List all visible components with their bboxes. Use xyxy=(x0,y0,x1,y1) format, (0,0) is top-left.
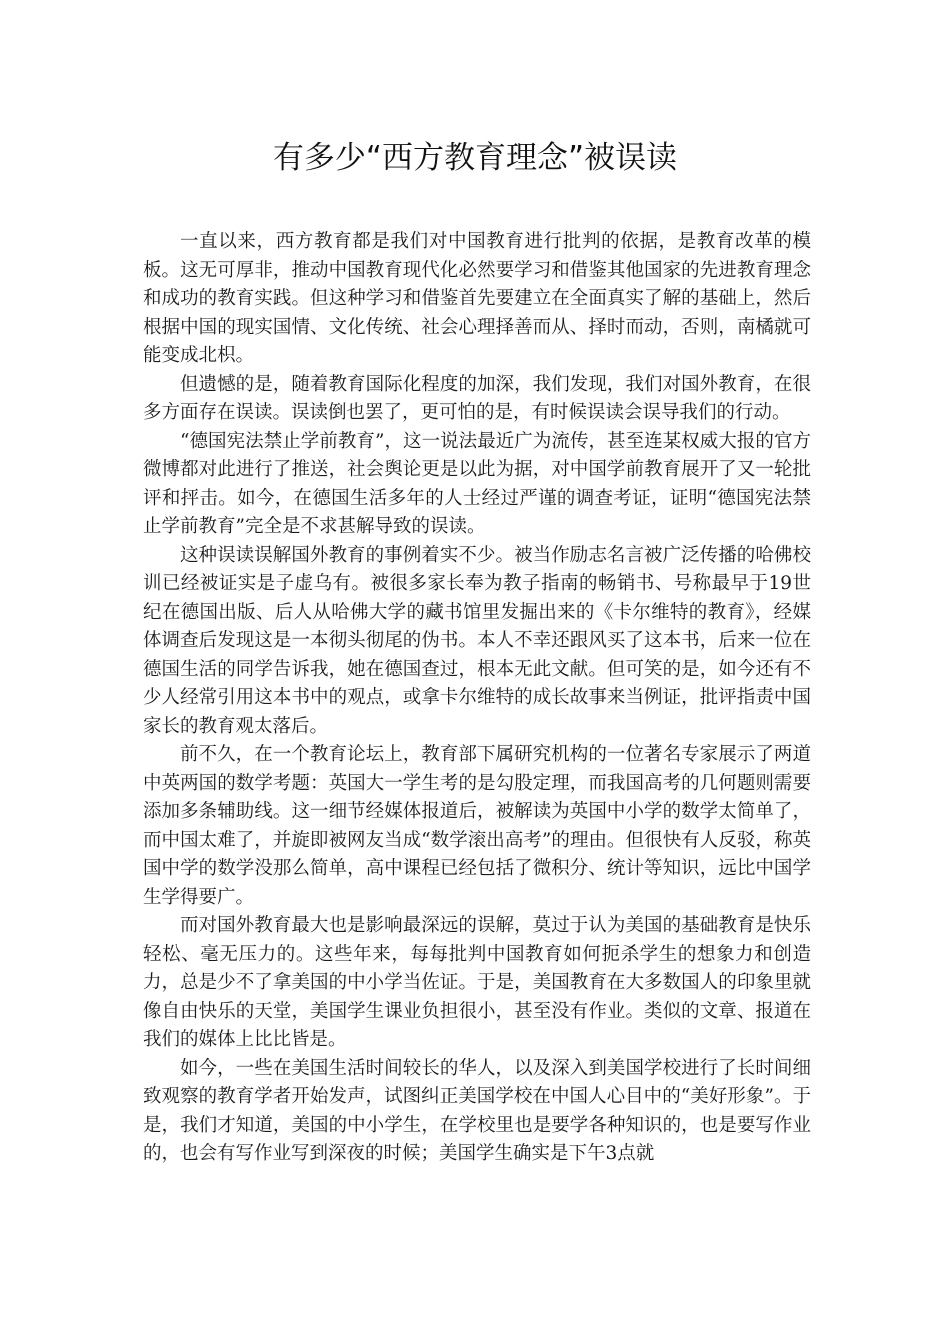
paragraph: 但遗憾的是，随着教育国际化程度的加深，我们发现，我们对国外教育，在很多方面存在误读。误读倒也罢了，更可怕的是，有时候误读会误导我们的行动。 xyxy=(143,373,811,423)
paragraph: “德国宪法禁止学前教育”，这一说法最近广为流传，甚至连某权威大报的官方微博都对此进行了推送，社会舆论更是以此为据，对中国学前教育展开了又一轮批评和抨击。如今，在德国生活多年的人士经过严谨的调查考证，证明“德国宪法禁止学前教育”完全是不求甚解导致的误读。 xyxy=(143,430,811,537)
paragraph: 前不久，在一个教育论坛上，教育部下属研究机构的一位著名专家展示了两道中英两国的数学考题：英国大一学生考的是勾股定理，而我国高考的几何题则需要添加多条辅助线。这一细节经媒体报道后，被解读为英国中小学的数学太简单了，而中国太难了，并旋即被网友当成“数学滚出高考”的理由。但很快有人反驳，称英国中学的数学没那么简单，高中课程已经包括了微积分、统计等知识，远比中国学生学得要广。 xyxy=(143,744,811,908)
paragraph: 而对国外教育最大也是影响最深远的误解，莫过于认为美国的基础教育是快乐轻松、毫无压力的。这些年来，每每批判中国教育如何扼杀学生的想象力和创造力，总是少不了拿美国的中小学当佐证。于是，美国教育在大多数国人的印象里就像自由快乐的天堂，美国学生课业负担很小，甚至没有作业。类似的文章、报道在我们的媒体上比比皆是。 xyxy=(143,915,811,1050)
paragraph: 这种误读误解国外教育的事例着实不少。被当作励志名言被广泛传播的哈佛校训已经被证实是子虚乌有。被很多家长奉为教子指南的畅销书、号称最早于19世纪在德国出版、后人从哈佛大学的藏书馆里发掘出来的《卡尔维特的教育》，经媒体调查后发现这是一本彻头彻尾的伪书。本人不幸还跟风买了这本书，后来一位在德国生活的同学告诉我，她在德国查过，根本无此文献。但可笑的是，如今还有不少人经常引用这本书中的观点，或拿卡尔维特的成长故事来当例证，批评指责中国家长的教育观太落后。 xyxy=(143,544,811,737)
paragraph: 一直以来，西方教育都是我们对中国教育进行批判的依据，是教育改革的模板。这无可厚非，推动中国教育现代化必然要学习和借鉴其他国家的先进教育理念和成功的教育实践。但这种学习和借鉴首先要建立在全面真实了解的基础上，然后根据中国的现实国情、文化传统、社会心理择善而从、择时而动，否则，南橘就可能变成北枳。 xyxy=(143,231,811,366)
article-body xyxy=(143,228,811,1169)
article-title: 有多少“西方教育理念”被误读 xyxy=(272,140,678,176)
paragraph: 如今，一些在美国生活时间较长的华人，以及深入到美国学校进行了长时间细致观察的教育学者开始发声，试图纠正美国学校在中国人心目中的“美好形象”。于是，我们才知道，美国的中小学生，在学校里也是要学各种知识的，也是要写作业的，也会有写作业写到深夜的时候；美国学生确实是下午3点就 xyxy=(143,1057,811,1164)
